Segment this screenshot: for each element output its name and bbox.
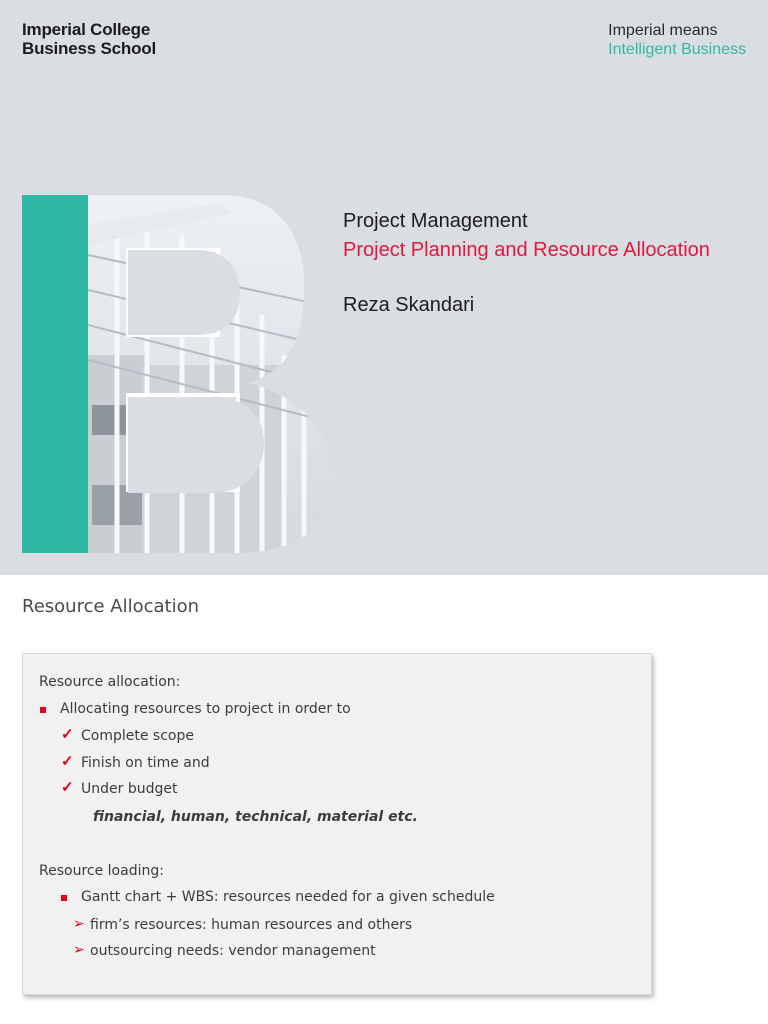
section-heading-allocation: Resource allocation:	[39, 674, 181, 690]
check-item-time: Finish on time and	[81, 755, 210, 771]
author-name: Reza Skandari	[343, 294, 475, 316]
course-title: Project Management	[343, 210, 528, 232]
tagline	[608, 21, 746, 59]
title-block	[343, 208, 710, 318]
content-slide	[0, 575, 768, 1024]
check-icon: ✓	[61, 779, 74, 796]
building-photo	[88, 195, 342, 553]
logo-line-2: Business School	[22, 39, 156, 58]
imperial-logo	[22, 20, 156, 58]
bullet-gantt: Gantt chart + WBS: resources needed for a given schedule	[81, 889, 495, 905]
slide-title: Resource Allocation	[22, 596, 200, 617]
check-icon: ✓	[61, 726, 74, 743]
red-square-icon	[61, 895, 67, 901]
check-item-budget: Under budget	[81, 781, 178, 797]
teal-bar	[22, 195, 88, 553]
arrow-item-firm-resources: firm’s resources: human resources and others	[90, 917, 413, 933]
lecture-subtitle: Project Planning and Resource Allocation	[343, 239, 710, 261]
b-building-graphic	[22, 195, 342, 553]
arrow-item-outsourcing: outsourcing needs: vendor management	[90, 943, 376, 959]
check-item-scope: Complete scope	[81, 728, 194, 744]
check-icon: ✓	[61, 753, 74, 770]
logo-line-1: Imperial College	[22, 20, 151, 39]
red-square-icon	[40, 707, 46, 713]
arrow-icon: ➢	[73, 941, 85, 957]
arrow-icon: ➢	[73, 915, 85, 931]
resource-types-note: financial, human, technical, material etc.	[93, 809, 418, 825]
bullet-allocating: Allocating resources to project in order to	[60, 701, 351, 717]
tagline-line-2: Intelligent Business	[608, 41, 746, 58]
content-panel	[22, 653, 652, 995]
section-heading-loading: Resource loading:	[39, 863, 164, 879]
tagline-line-1: Imperial means	[608, 22, 718, 39]
